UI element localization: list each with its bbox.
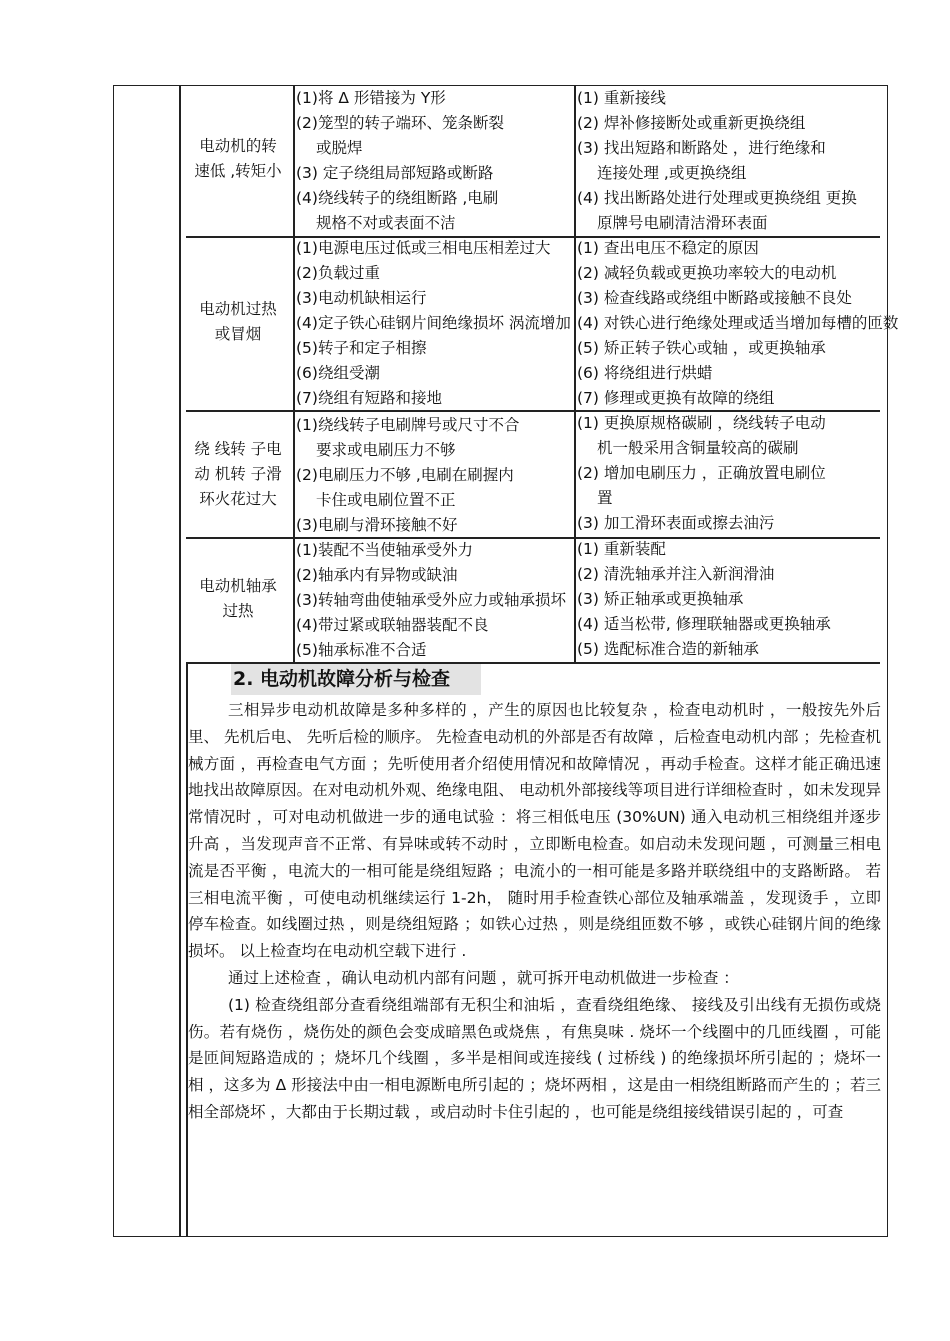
body-paragraph: 三相异步电动机故障是多种多样的 ，产生的原因也比较复杂 ，检查电动机时 ，一般按先外后里、 先机后电、 先听后检的顺序。 先检查电动机的外部是否有故障 ，后检查电动机内部 ；先检查机械方面 ，再检查电气方面 ；先听使用者介绍使用情况和故障情况 ，再动手检查。这样才能正确迅速地找出故障原因。在对电动机外观、绝缘电阻、 电动机外部接线等项目进行详细检查时 ，如未发现异常情况时 ，可对电动机做进一步的通电试验 ：将三相低电压 (30%UN) 通入电动机三相绕组并逐步升高 ，当发现声音不正常、有异味或转不动时 ，立即断电检查。如启动未发现问题 ，可测量三相电流是否平衡 ，电流大的一相可能是绕组短路 ；电流小的一相可能是多路并联绕组中的支路断路。 若三相电流平衡 ，可使电动机继续运行 1-2h， 随时用手检查铁心部位及轴承端盖 ，发现烫手 ，立即停车检查。如线圈过热 ，则是绕组短路 ；如铁心过热 ，则是绕组匝数不够 ，或铁心硅钢片间的绝缘损坏。 以上检查均在电动机空载下进行 .: [188, 701, 881, 961]
fix-line: (2) 清洗轴承并注入新润滑油: [577, 565, 775, 583]
causes-cell: [296, 538, 566, 663]
fixes-cell: [577, 411, 826, 536]
cause-line: (1)将 Δ 形错接为 Y形: [296, 89, 446, 107]
causes-cell: [296, 86, 504, 236]
symptom-line: 或冒烟: [214, 325, 262, 343]
symptom-line: 环火花过大: [199, 490, 277, 508]
cause-line: (4)定子铁心硅钢片间绝缘损坏 涡流增加: [296, 314, 571, 332]
symptom-line: 电动机的转: [199, 137, 277, 155]
column-divider-3: [574, 85, 576, 663]
fix-line: (6) 将绕组进行烘蜡: [577, 364, 713, 382]
symptom-line: 动 机转 子滑: [194, 465, 282, 483]
symptom-cell: [186, 574, 290, 624]
cause-line: (7)绕组有短路和接地: [296, 389, 442, 407]
causes-cell: [296, 413, 519, 538]
symptom-cell: [186, 437, 290, 512]
fix-line: (7) 修理或更换有故障的绕组: [577, 389, 775, 407]
body-paragraph: (1) 检查绕组部分查看绕组端部有无积尘和油垢 ，查看绕组绝缘、 接线及引出线有无损伤或烧伤。若有烧伤 ，烧伤处的颜色会变成暗黑色或烧焦 ，有焦臭味 . 烧坏一个线圈中的几匝线圈 ，可能是匝间短路造成的 ；烧坏几个线圈 ，多半是相间或连接线 ( 过桥线 ) 的绝缘损坏所引起的 ；烧坏一相 ，这多为 Δ 形接法中由一相电源断电所引起的 ；烧坏两相 ，这是由一相绕组断路而产生的 ；若三相全部烧坏 ，大都由于长期过载 ，或启动时卡住引起的 ，也可能是绕组接线错误引起的 ，可查: [188, 995, 881, 1121]
fix-line: 置: [597, 489, 613, 507]
cause-line: (1)电源电压过低或三相电压相差过大: [296, 239, 551, 257]
cause-line: (4)绕线转子的绕组断路 ,电刷: [296, 189, 499, 207]
fix-line: (4) 找出断路处进行处理或更换绕组 更换: [577, 189, 857, 207]
fix-line: (3) 矫正轴承或更换轴承: [577, 590, 744, 608]
symptom-line: 电动机过热: [199, 300, 277, 318]
column-divider-1: [179, 85, 181, 1237]
cause-line: (2)轴承内有异物或缺油: [296, 566, 458, 584]
cause-line: 或脱焊: [316, 139, 363, 157]
cause-line: (3) 定子绕组局部短路或断路: [296, 164, 494, 182]
fix-line: (1) 查出电压不稳定的原因: [577, 239, 759, 257]
fix-line: (1) 重新装配: [577, 540, 666, 558]
fixes-cell: [577, 86, 857, 236]
fix-line: (4) 适当松带, 修理联轴器或更换轴承: [577, 615, 831, 633]
fix-line: (4) 对铁心进行绝缘处理或适当增加每槽的匝数: [577, 314, 899, 332]
fix-line: (3) 加工滑环表面或擦去油污: [577, 514, 775, 532]
fix-line: 机一般采用含铜量较高的碳刷: [597, 439, 799, 457]
symptom-line: 过热: [222, 602, 254, 620]
fix-line: (2) 焊补修接断处或重新更换绕组: [577, 114, 806, 132]
cause-line: 规格不对或表面不洁: [316, 214, 456, 232]
fix-line: (5) 矫正转子铁心或轴 ，或更换轴承: [577, 339, 826, 357]
section-heading: 2. 电动机故障分析与检查: [231, 664, 481, 695]
cause-line: (3)转轴弯曲使轴承受外应力或轴承损坏: [296, 591, 566, 609]
fix-line: (1) 更换原规格碳刷 ，绕线转子电动: [577, 414, 826, 432]
symptom-cell: [186, 134, 290, 184]
fix-line: (2) 减轻负载或更换功率较大的电动机: [577, 264, 837, 282]
symptom-line: 速低 ,转矩小: [194, 162, 282, 180]
cause-line: (1)装配不当使轴承受外力: [296, 541, 473, 559]
fix-line: (3) 检查线路或绕组中断路或接触不良处: [577, 289, 852, 307]
fix-line: (1) 重新接线: [577, 89, 666, 107]
fixes-cell: [577, 537, 831, 662]
symptom-line: 电动机轴承: [199, 577, 277, 595]
fix-line: 连接处理 ,或更换绕组: [597, 164, 747, 182]
fix-line: 原牌号电刷清洁滑环表面: [597, 214, 768, 232]
cause-line: 要求或电刷压力不够: [316, 441, 456, 459]
fix-line: (5) 选配标准合造的新轴承: [577, 640, 759, 658]
section-body: [188, 697, 881, 1126]
symptom-line: 绕 线转 子电: [194, 440, 282, 458]
body-paragraph: 通过上述检查 ，确认电动机内部有问题 ，就可拆开电动机做进一步检查 ：: [228, 968, 739, 987]
cause-line: 卡住或电刷位置不正: [316, 491, 456, 509]
cause-line: (2)电刷压力不够 ,电刷在刷握内: [296, 466, 514, 484]
cause-line: (3)电刷与滑环接触不好: [296, 516, 458, 534]
cause-line: (2)负载过重: [296, 264, 380, 282]
cause-line: (2)笼型的转子端环、笼条断裂: [296, 114, 504, 132]
cause-line: (1)绕线转子电刷牌号或尺寸不合: [296, 416, 520, 434]
cause-line: (5)轴承标准不合适: [296, 641, 427, 659]
cause-line: (3)电动机缺相运行: [296, 289, 427, 307]
cause-line: (6)绕组受潮: [296, 364, 380, 382]
fixes-cell: [577, 236, 898, 411]
column-divider-2: [293, 85, 295, 663]
cause-line: (5)转子和定子相擦: [296, 339, 427, 357]
causes-cell: [296, 236, 571, 411]
symptom-cell: [186, 297, 290, 347]
fix-line: (3) 找出短路和断路处 ，进行绝缘和: [577, 139, 826, 157]
cause-line: (4)带过紧或联轴器装配不良: [296, 616, 489, 634]
fix-line: (2) 增加电刷压力 ，正确放置电刷位: [577, 464, 826, 482]
